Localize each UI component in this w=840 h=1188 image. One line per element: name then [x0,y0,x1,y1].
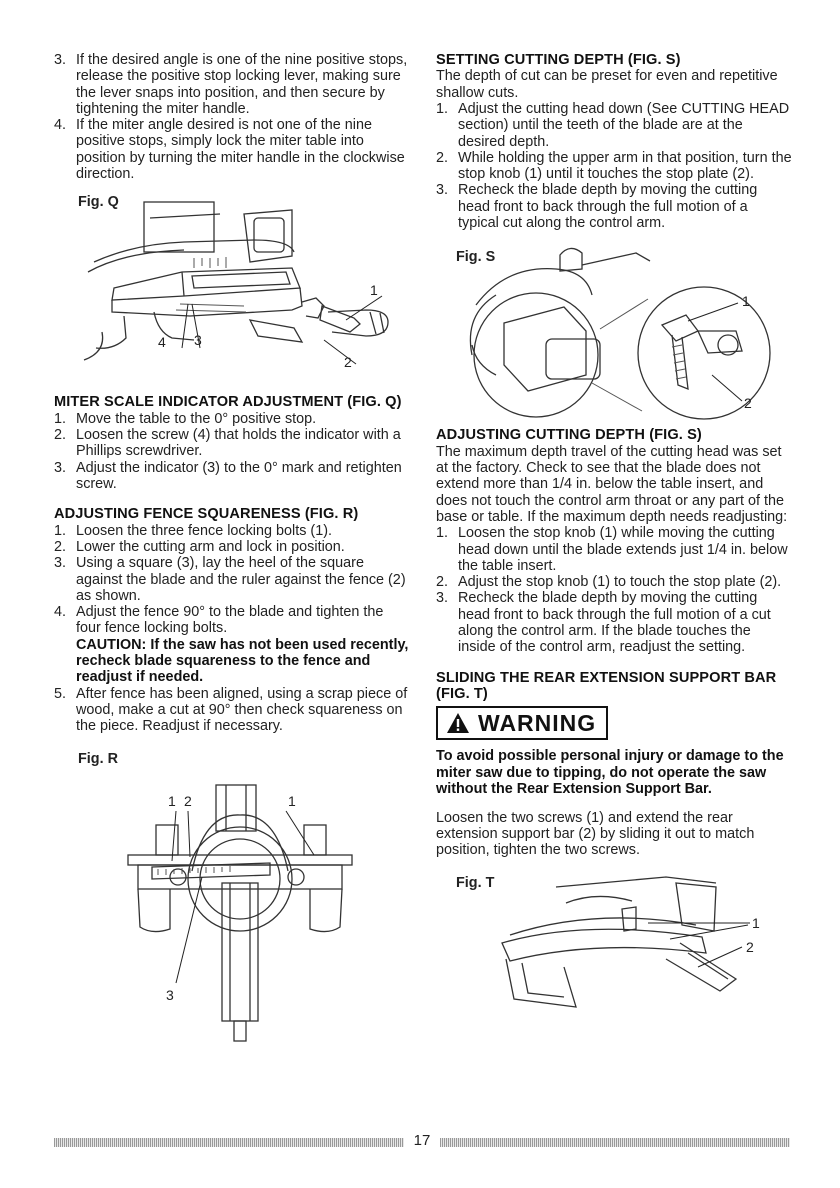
figure-t [436,863,792,1013]
list-item: 5. After fence has been aligned, using a scrap piece of wood, make a cut at 90° then check squareness on the piece. Readjust if necessary. [54,685,408,735]
figure-q-illustration [54,192,410,378]
callout-1: 1 [168,792,176,809]
figure-t-label: Fig. T [456,874,495,891]
adjusting-depth-intro: The maximum depth travel of the cutting head was set at the factory. Check to see that the blade does not extend more than 1/4 in. below the table insert, and does not touch the control arm throat or any part of the base or table. If the maximum depth needs readjusting: [436,443,788,525]
figure-r-label: Fig. R [78,750,118,767]
adjusting-depth-heading: ADJUSTING CUTTING DEPTH (FIG. S) [436,427,702,444]
setting-depth-heading: SETTING CUTTING DEPTH (FIG. S) [436,52,681,68]
footer-rule-right [440,1138,790,1147]
figure-q-label: Fig. Q [78,194,119,211]
left-column [54,52,410,1051]
list-item: 2. Loosen the screw (4) that holds the indicator with a Phillips screwdriver. [54,427,401,460]
page-footer [54,1132,790,1152]
callout-1: 1 [742,293,750,310]
callout-2: 2 [344,354,352,371]
figure-s-label: Fig. S [456,249,496,266]
list-item: 1. Adjust the cutting head down (See CUTTING HEAD section) until the teeth of the blade are at the desired depth. [436,101,790,150]
figure-q [54,192,410,378]
callout-1: 1 [288,792,296,809]
list-item: 2. Lower the cutting arm and lock in position. [54,538,345,555]
rear-bar-body: Loosen the two screws (1) and extend the rear extension support bar (2) by sliding it out to match position, tighten the two screws. [436,809,755,859]
callout-2: 2 [744,395,752,412]
caution-text: CAUTION: If the saw has not been used recently, recheck blade squareness to the fence and readjust if needed. [76,636,409,686]
list-item: 1. Move the table to the 0° positive stop. [54,410,317,427]
setting-depth-intro: The depth of cut can be preset for even and repetitive shallow cuts. [436,68,778,101]
setting-depth-steps [436,101,792,231]
callout-1: 1 [370,282,378,299]
miter-scale-heading: MITER SCALE INDICATOR ADJUSTMENT (FIG. Q) [54,394,402,411]
list-item: 2. Adjust the stop knob (1) to touch the stop plate (2). [436,574,782,591]
callout-1: 1 [752,914,760,931]
list-item: 3. Recheck the blade depth by moving the cutting head front to back through the full motion of a cut along the control arm. If the blade touches the inside of the control arm, readjust the setting. [436,590,771,656]
miter-scale-steps [54,411,410,492]
fence-steps [54,523,410,735]
callout-3: 3 [194,332,202,349]
figure-r [54,751,410,1051]
figure-t-illustration [436,863,792,1013]
page-number: 17 [413,1132,431,1149]
adjusting-depth-steps [436,525,792,655]
list-item: 3. If the desired angle is one of the nine positive stops, release the positive stop locking lever, making sure the lever snaps into position, and then secure by tightening the miter handle. [54,52,408,117]
list-item: 1. Loosen the three fence locking bolts (1). [54,522,332,539]
list-item: 1. Loosen the stop knob (1) while moving the cutting head down until the blade extends just 1/4 in. below the table insert. [436,525,788,574]
footer-rule-left [54,1138,404,1147]
warning-title: WARNING [478,709,597,736]
intro-steps [54,52,410,182]
list-item: 4. Adjust the fence 90° to the blade and tighten the four fence locking bolts. CAUTION: If the saw has not been used recently, recheck blade squareness to the fence and readjust if needed. [54,604,409,686]
right-column [436,52,792,1013]
list-item: 3. Using a square (3), lay the heel of the square against the blade and the ruler against the fence (2) as shown. [54,555,406,604]
fence-heading: ADJUSTING FENCE SQUARENESS (FIG. R) [54,506,359,523]
list-item: 4. If the miter angle desired is not one of the nine positive stops, simply lock the miter table into position by turning the miter handle in the clockwise direction. [54,117,405,183]
callout-2: 2 [746,938,754,955]
list-item: 3. Recheck the blade depth by moving the cutting head front to back through the full motion of a typical cut along the control arm. [436,182,758,232]
warning-text: To avoid possible personal injury or damage to the miter saw due to tipping, do not operate the saw without the Rear Extension Support Bar. [436,748,784,798]
figure-s [436,235,792,423]
list-item: 3. Adjust the indicator (3) to the 0° mark and retighten screw. [54,459,402,492]
callout-2: 2 [184,792,192,809]
list-item: 2. While holding the upper arm in that position, turn the stop knob (1) until it touches the stop plate (2). [436,149,792,183]
figure-r-illustration [54,751,410,1051]
rear-bar-heading: SLIDING THE REAR EXTENSION SUPPORT BAR (FIG. T) [436,669,777,703]
callout-3: 3 [166,986,174,1003]
callout-4: 4 [158,334,166,351]
warning-box [436,706,608,740]
figure-s-illustration [436,235,792,423]
warning-triangle-icon [446,712,470,734]
